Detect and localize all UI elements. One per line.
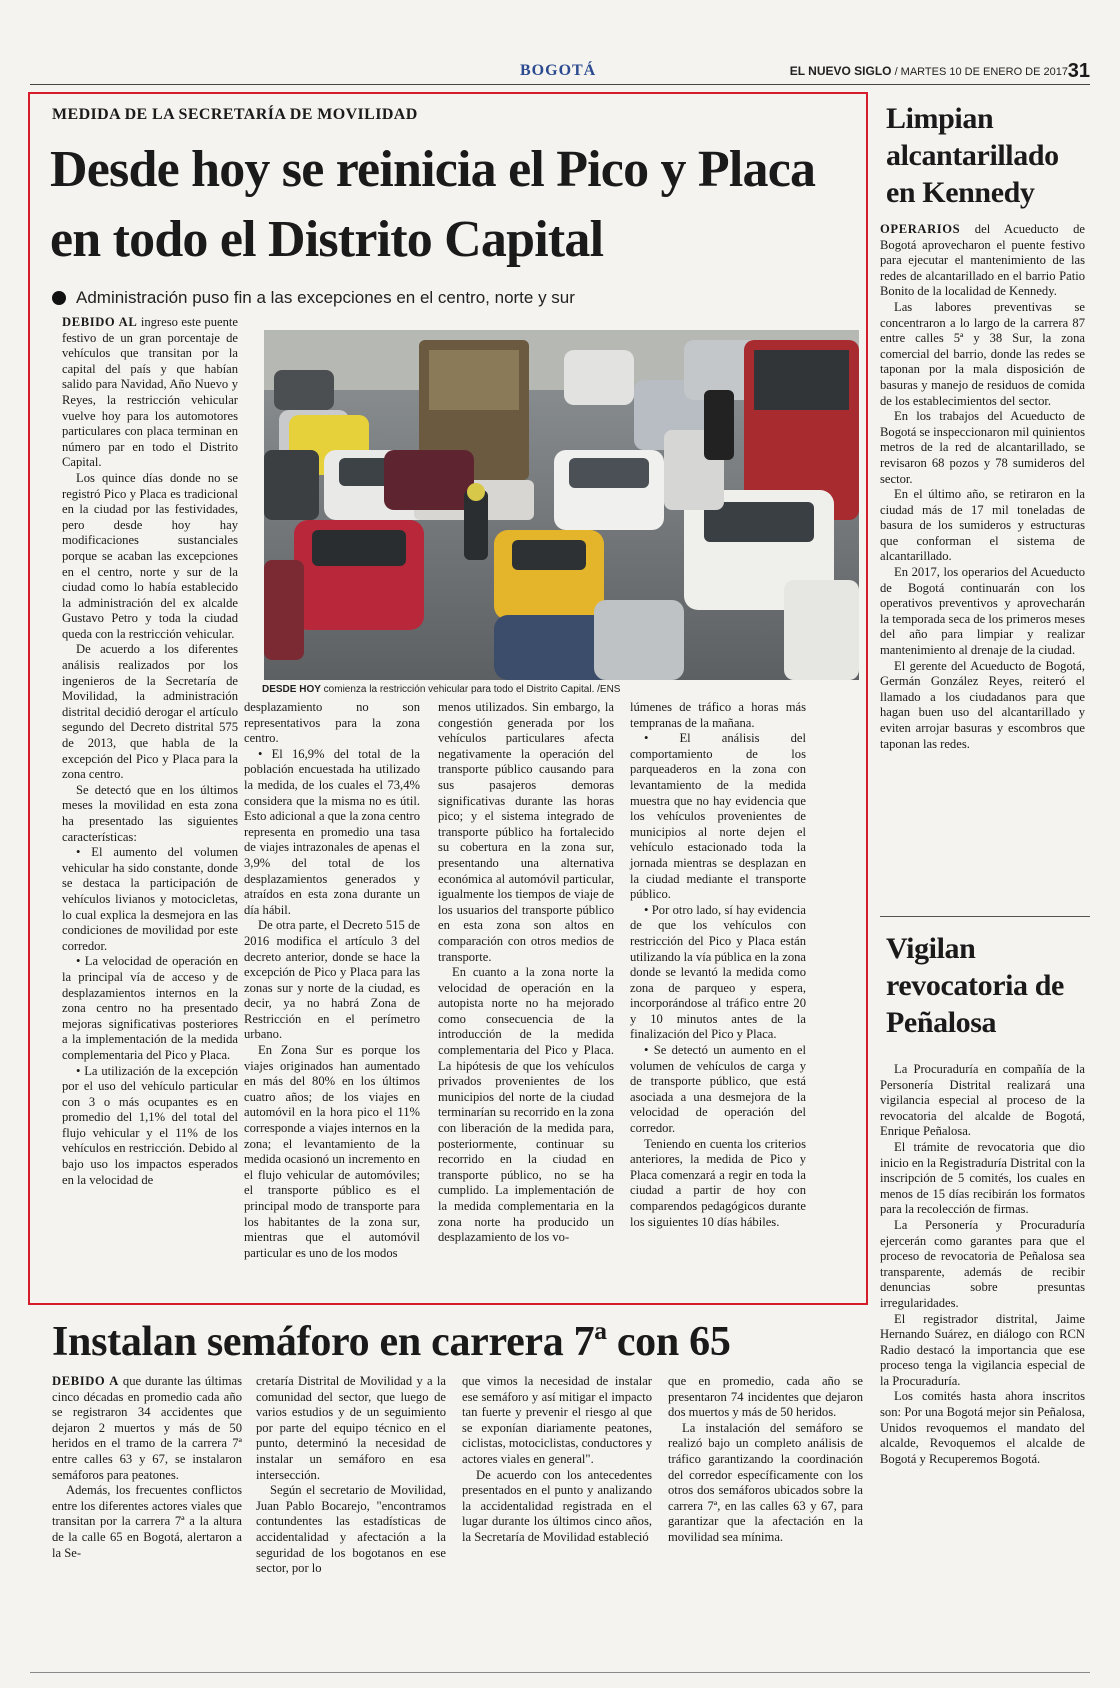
bottom-column-4 xyxy=(668,1374,863,1546)
side-article-title: Vigilan revocatoria de Peñalosa xyxy=(886,932,1064,1039)
paragraph-text: ingreso este puente festivo de un gran porcentaje de vehículos que transitan por la capital del país y que habían salido para Navidad, Año Nuevo y Reyes, la restricción vehicular vuelve hoy para los automotores particulares con placa terminan en número par en todo el Distrito Capital. xyxy=(62,315,238,470)
bottom-column-2 xyxy=(256,1374,446,1577)
bullet-paragraph: • El análisis del comportamiento de los parqueaderos en la zona con levantamiento de la medida muestra que no hay evidencia que los vehículos provenientes de municipios al norte dejen el vehículo estacionado toda la jornada mientras se desplazan en la ciudad mediante el transporte público. xyxy=(630,731,806,902)
paragraph: El trámite de revocatoria que dio inicio en la Registraduría Distrital con la inscripción de 5 comités, los cuales en menos de 15 días recibirán los formatos para la recolección de firmas. xyxy=(880,1139,1085,1217)
side-article-title: Limpian alcantarillado en Kennedy xyxy=(886,102,1059,209)
article-column-3 xyxy=(438,700,614,1246)
footer-divider xyxy=(30,1672,1090,1673)
bullet-icon xyxy=(52,291,66,305)
paragraph: El registrador distrital, Jaime Hernando Suárez, en diálogo con RCN Radio destacó la importancia que ese proceso tenga la vigilancia especial de la Procuraduría. xyxy=(880,1311,1085,1388)
caption-lead: DESDE HOY xyxy=(262,684,321,695)
article-headline: Desde hoy se reinicia el Pico y Placa en todo el Distrito Capital xyxy=(50,141,816,268)
section-label: BOGOTÁ xyxy=(520,62,597,79)
paragraph: En el último año, se retiraron en la ciudad más de 17 mil toneladas de basura de los sumideros y estructuras que conforman el sistema de alcantarillado. xyxy=(880,487,1085,564)
paragraph: Las labores preventivas se concentraron a lo largo de la carrera 87 entre calles 5ª y 38 Sur, la zona comercial del barrio, donde las redes se taponan por la mala disposición de basuras y manejo de residuos de comida de los establecimientos del sector. xyxy=(880,299,1085,408)
lead-in: DEBIDO A xyxy=(52,1374,119,1388)
paragraph-text: del Acueducto de Bogotá aprovecharon el puente festivo para ejecutar el mantenimiento de las redes de alcantarillado en el barrio Patio Bonito de la localidad de Kennedy. xyxy=(880,222,1085,299)
page-number: 31 xyxy=(1067,60,1090,82)
caption-text: comienza la restricción vehicular para todo el Distrito Capital. /ENS xyxy=(320,684,621,695)
paragraph: En cuanto a la zona norte la velocidad de operación en la autopista norte no ha mejorado como consecuencia de la introducción de la medida complementaria del Pico y Placa. La hipótesis de que los vehículos privados provenientes de los municipios del norte de la ciudad terminarían su recorrido en la zona con liberación de la medida para, posteriormente, continuar su recorrido en la ciudad en transporte público, no se ha cumplido. La implementación de la medida complementaria en la zona norte ha producido un desplazamiento de los vo- xyxy=(438,965,614,1245)
traffic-jam-image xyxy=(264,330,859,680)
header-divider xyxy=(30,84,1090,85)
bottom-column-3 xyxy=(462,1374,652,1546)
bottom-article-headline: Instalan semáforo en carrera 7ª con 65 xyxy=(52,1319,731,1365)
paragraph: Los comités hasta ahora inscritos son: Por una Bogotá mejor sin Peñalosa, Unidos revoquemos el mandato del alcalde, Revoquemos el alcalde de Bogotá y Recuperemos Bogotá. xyxy=(880,1389,1085,1466)
side-article-body xyxy=(880,222,1085,752)
newspaper-name: EL NUEVO SIGLO xyxy=(789,64,892,78)
paragraph: menos utilizados. Sin embargo, la congestión generada por los vehículos particulares afecta negativamente la operación del transporte público causando para sus pasajeros demoras significativas durante las horas pico; y el sistema integrado de transporte público ha fortalecido su cobertura en la zona sur, presentando una alternativa económica al automóvil particular, igualmente los tiempos de viaje de los usuarios del transporte público en esta zona son altos en comparación con otros medios de transporte. xyxy=(438,700,614,964)
article-column-1 xyxy=(62,315,238,1188)
paragraph-text: que durante las últimas cinco décadas en promedio cada año se registraron 34 accidentes que dejaron 2 muertos y más de 50 heridos en el tramo de la carrera 7ª entre calles 63 y 67, se instalaron semáforos para peatones. xyxy=(52,1374,242,1482)
traffic-photo xyxy=(264,330,859,680)
paragraph: que en promedio, cada año se presentaron 74 incidentes que dejaron dos muertos y más de 50 heridos. xyxy=(668,1374,863,1420)
paragraph: Teniendo en cuenta los criterios anteriores, la medida de Pico y Placa comenzará a regir en toda la ciudad a partir de hoy con comparendos pedagógicos durante los siguientes 10 días hábiles. xyxy=(630,1136,806,1229)
bullet-paragraph: • La velocidad de operación en la principal vía de acceso y de desplazamientos internos en la zona centro no ha presentado mejoras significativas posteriores a la implementación de la medida complementaria del Pico y Placa. xyxy=(62,954,238,1062)
paragraph: De acuerdo con los antecedentes presentados en el punto y analizando la accidentalidad registrada en el lugar durante los últimos cinco años, la Secretaría de Movilidad estableció xyxy=(462,1467,652,1544)
photo-caption xyxy=(262,684,862,695)
paragraph xyxy=(62,315,238,471)
paragraph: La Procuraduría en compañía de la Personería Distrital realizará una vigilancia especial al proceso de la revocatoria del alcalde de Bogotá, Enrique Peñalosa. xyxy=(880,1062,1085,1139)
bullet-paragraph: • El aumento del volumen vehicular ha sido constante, donde se destaca la participación de vehículos livianos y motocicletas, lo cual explica la desmejora en las condiciones de movilidad por este corredor. xyxy=(62,845,238,953)
paragraph: En 2017, los operarios del Acueducto de Bogotá continuarán con los operativos preventivos y aprovecharán la temporada seca de los primeros meses del año para limpiar y realizar mantenimiento al drenaje de la ciudad. xyxy=(880,565,1085,658)
paragraph: De otra parte, el Decreto 515 de 2016 modifica el artículo 3 del decreto anterior, donde se hace la excepción de Pico y Placa para las zonas sur y norte de la ciudad, es decir, ya no habrá Zona de Restricción en el perímetro urbano. xyxy=(244,918,420,1042)
paragraph: De acuerdo a los diferentes análisis realizados por los ingenieros de la Secretaría de Movilidad, la administración distrital decidió derogar el artículo segundo del Decreto distrital 575 de 2013, que habla de la excepción del Pico y Placa para la zona centro. xyxy=(62,642,238,782)
paragraph: Los quince días donde no se registró Pico y Placa es tradicional en la ciudad por las festividades, pero desde hoy hay modificaciones sustanciales porque se acaban las excepciones en el centro, norte y sur de la ciudad como lo había establecido la administración del ex alcalde Gustavo Petro y toda la ciudad queda con la restricción vehicular. xyxy=(62,470,238,641)
issue-date: / MARTES 10 DE ENERO DE 2017 xyxy=(891,66,1068,78)
bullet-paragraph: • La utilización de la excepción por el uso del vehículo particular con 3 o más ocupantes es en promedio del 1,1% del total del flujo vehicular y el 11% de los vehículos en restricción. Debido al bajo uso los impactos esperados en la velocidad de xyxy=(62,1063,238,1187)
paragraph: Se detectó que en los últimos meses la movilidad en esta zona ha presentado las siguientes características: xyxy=(62,782,238,844)
lead-in: DEBIDO AL xyxy=(62,315,138,329)
paragraph: En los trabajos del Acueducto de Bogotá se inspeccionaron mil quinientos metros de la red de alcantarillado, se revisaron 68 pozos y 78 sumideros del sector. xyxy=(880,409,1085,486)
paragraph: Según el secretario de Movilidad, Juan Pablo Bocarejo, "encontramos contundentes las estadísticas de accidentalidad y afectación a la seguridad de los bogotanos en ese sector, por lo xyxy=(256,1483,446,1576)
bullet-paragraph: • Se detectó un aumento en el volumen de vehículos de carga y de transporte público, que está asociada a una desmejora de la velocidad de operación del corredor. xyxy=(630,1043,806,1136)
bottom-column-1 xyxy=(52,1374,242,1561)
paragraph: En Zona Sur es porque los viajes originados han aumentado en más del 80% en los últimos cuatro años; de los viajes en automóvil en la hora pico el 11% corresponde a viajes internos en la zona; el levantamiento de la medida ocasionó un incremento en el flujo vehicular de automóviles; el transporte público es el principal modo de transporte para los habitantes de la zona sur, mientras que el automóvil particular es uno de los modos xyxy=(244,1043,420,1260)
paragraph xyxy=(880,222,1085,300)
lead-in: OPERARIOS xyxy=(880,222,961,236)
paragraph: La instalación del semáforo se realizó bajo un completo análisis de tráfico garantizando la coordinación del corredor específicamente con los otros dos semáforos ubicados sobre la carrera 7ª, en las calles 63 y 67, para garantizar que la afectación en la movilidad sea mínima. xyxy=(668,1420,863,1544)
article-kicker: MEDIDA DE LA SECRETARÍA DE MOVILIDAD xyxy=(52,106,418,123)
subhead-text: Administración puso fin a las excepciones en el centro, norte y sur xyxy=(76,288,575,307)
paragraph: Además, los frecuentes conflictos entre los diferentes actores viales que transitan por la carrera 7ª a la altura de la calle 65 en Bogotá, alertaron a la Se- xyxy=(52,1483,242,1560)
article-column-2 xyxy=(244,700,420,1261)
masthead-date xyxy=(790,64,1068,78)
side-article-body xyxy=(880,1062,1085,1467)
paragraph: que vimos la necesidad de instalar ese semáforo y así mitigar el impacto tan fuerte y prevenir el riesgo al que se exponían diariamente peatones, ciclistas, motociclistas, conductores y actores viales en general". xyxy=(462,1374,652,1466)
paragraph: desplazamiento no son representativos para la zona centro. xyxy=(244,700,420,746)
article-column-4 xyxy=(630,700,806,1230)
paragraph: lúmenes de tráfico a horas más tempranas de la mañana. xyxy=(630,700,806,730)
bullet-paragraph: • Por otro lado, sí hay evidencia de que los vehículos con restricción del Pico y Placa están utilizando la vía pública en la zona donde se levantó la medida como zona de parqueo y espera, incorporándose al tráfico entre 20 y 10 minutos antes de la finalización del Pico y Placa. xyxy=(630,902,806,1042)
paragraph: La Personería y Procuraduría ejercerán como garantes para que el proceso de revocatoria de Peñalosa sea transparente, además de recibir denuncias sobre presuntas irregularidades. xyxy=(880,1217,1085,1310)
bullet-paragraph: • El 16,9% del total de la población encuestada ha utilizado la medida, de los cuales el 73,4% considera que la misma no es útil. Esto adicional a que la zona centro representa en promedio una tasa de viajes intrazonales de apenas el 3,9% del total de los desplazamientos generados y atraídos en esta zona durante un día hábil. xyxy=(244,746,420,917)
paragraph: El gerente del Acueducto de Bogotá, Germán González Reyes, reiteró el llamado a los ciudadanos para que hagan buen uso del alcantarillado y eviten arrojar basuras y escombros que taponan las redes. xyxy=(880,658,1085,751)
paragraph xyxy=(52,1374,242,1483)
side-divider xyxy=(880,916,1090,917)
paragraph: cretaría Distrital de Movilidad y a la comunidad del sector, que luego de varios estudios y de un seguimiento por parte del equipo técnico en el punto, determinó la necesidad de instalar un semáforo en esa intersección. xyxy=(256,1374,446,1482)
article-subhead xyxy=(52,288,575,308)
